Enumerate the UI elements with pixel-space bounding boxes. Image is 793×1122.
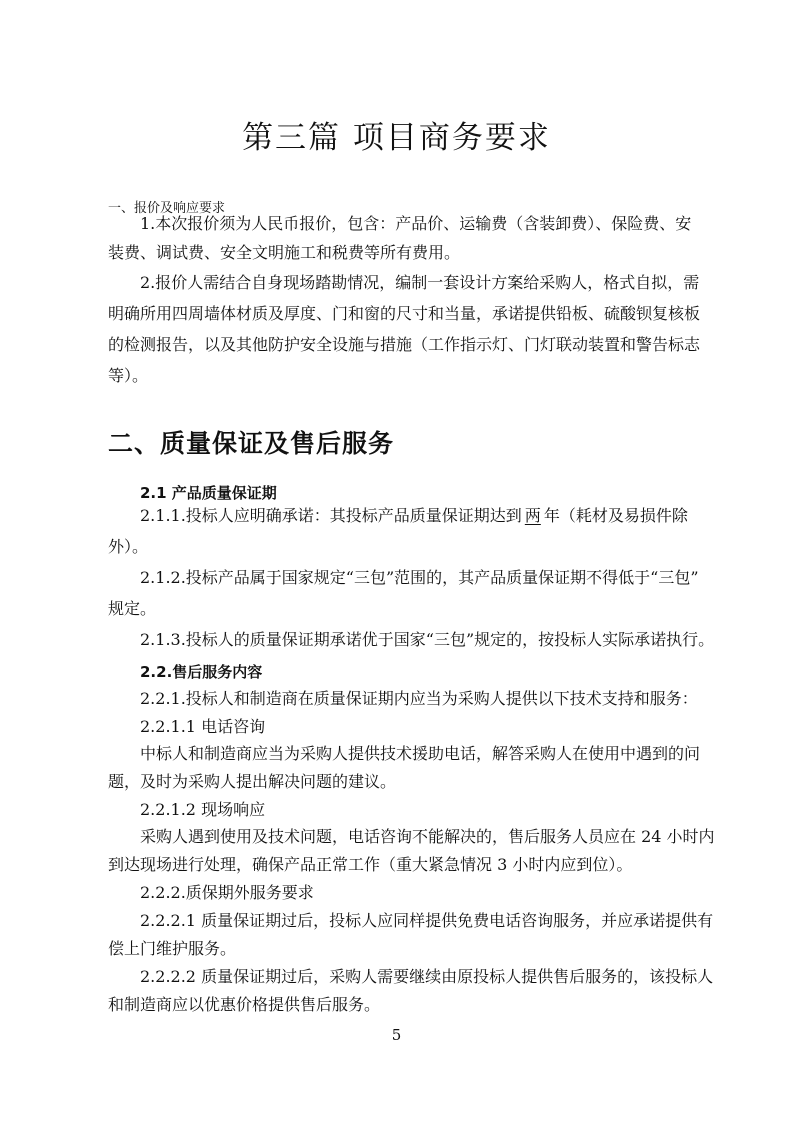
paragraph-line [140, 508, 688, 524]
page-number: 5 [391, 1026, 402, 1044]
paragraph-line: 2.2.1.2 现场响应 [140, 800, 266, 819]
paragraph-line: 2.2.2.2 质量保证期过后，采购人需要继续由原投标人提供售后服务的，该投标人 [140, 967, 714, 986]
paragraph-line: 1.本次报价须为人民币报价，包含：产品价、运输费（含装卸费）、保险费、安 [140, 214, 692, 233]
warranty-text-pre: 2.1.1.投标人应明确承诺：其投标产品质量保证期达到 [140, 506, 522, 525]
paragraph-line: 2.1.3.投标人的质量保证期承诺优于国家“三包”规定的，按投标人实际承诺执行。 [140, 630, 715, 649]
paragraph-line: 2.2.1.投标人和制造商在质量保证期内应当为采购人提供以下技术支持和服务： [140, 689, 698, 708]
section-heading-quality: 二、质量保证及售后服务 [108, 429, 395, 458]
paragraph-line: 中标人和制造商应当为采购人提供技术援助电话，解答采购人在使用中遇到的问 [140, 744, 701, 763]
paragraph-line: 2.2.1.1 电话咨询 [140, 717, 266, 736]
section-heading-quote: 一、报价及响应要求 [108, 201, 226, 216]
page-title: 第三篇 项目商务要求 [242, 120, 551, 156]
paragraph-line: 明确所用四周墙体材质及厚度、门和窗的尺寸和当量，承诺提供铅板、硫酸钡复核板 [108, 304, 701, 323]
subsection-heading: 2.1 产品质量保证期 [140, 484, 277, 502]
paragraph-line: 和制造商应以优惠价格提供售后服务。 [108, 995, 381, 1014]
paragraph-line: 2.2.2.1 质量保证期过后，投标人应同样提供免费电话咨询服务，并应承诺提供有 [140, 911, 714, 930]
paragraph-line: 外）。 [108, 537, 149, 556]
paragraph-line: 采购人遇到使用及技术问题，电话咨询不能解决的，售后服务人员应在 24 小时内 [140, 827, 715, 846]
subsection-heading: 2.2.售后服务内容 [140, 663, 263, 681]
paragraph-line: 偿上门维护服务。 [108, 939, 237, 958]
paragraph-line: 规定。 [108, 599, 157, 618]
warranty-years: 两 [524, 506, 541, 525]
paragraph-line: 的检测报告，以及其他防护安全设施与措施（工作指示灯、门灯联动装置和警告标志 [108, 335, 701, 354]
paragraph-line: 2.2.2.质保期外服务要求 [140, 883, 314, 902]
paragraph-line: 2.报价人需结合自身现场踏勘情况，编制一套设计方案给采购人，格式自拟，需 [140, 273, 700, 292]
warranty-text-post: 年（耗材及易损件除 [543, 506, 688, 525]
paragraph-line: 题，及时为采购人提出解决问题的建议。 [108, 772, 397, 791]
paragraph-line: 装费、调试费、安全文明施工和税费等所有费用。 [108, 243, 461, 262]
paragraph-line: 等）。 [108, 366, 149, 385]
paragraph-line: 到达现场进行处理，确保产品正常工作（重大紧急情况 3 小时内应到位）。 [108, 855, 633, 874]
paragraph-line: 2.1.2.投标产品属于国家规定“三包”范围的，其产品质量保证期不得低于“三包” [140, 568, 699, 587]
